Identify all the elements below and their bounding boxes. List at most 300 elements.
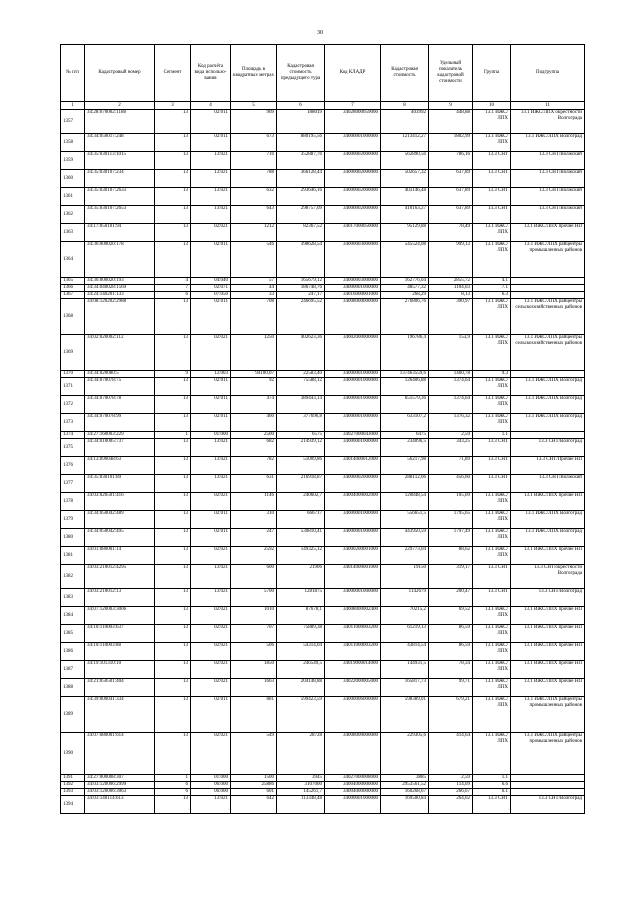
area-cell: 643 [231, 206, 277, 224]
specific-cost-cell: 264,02 [429, 796, 473, 814]
table-row [61, 299, 585, 335]
group-cell: 13.3 СНТ [473, 170, 511, 188]
row-number: 1384 [61, 607, 85, 625]
specific-cost-cell: 679,21 [429, 697, 473, 733]
calc-code-cell: 13:021 [191, 457, 231, 475]
table-row [61, 796, 585, 814]
cadastral-number: 34:27:160003:229 [85, 432, 155, 439]
segment-cell: 1 [155, 432, 191, 439]
cadastral-number: 34:35:030107:234 [85, 170, 155, 188]
prev-cost-cell: 666717 [277, 511, 325, 529]
row-number: 1359 [61, 152, 85, 170]
kladr-code-cell: 34000003000000 [325, 278, 381, 285]
area-cell: 2592 [231, 547, 277, 565]
cadastral-number: 34:36:000020:178 [85, 242, 155, 278]
cost-cell: 120848,54 [381, 493, 429, 511]
specific-cost-cell: 1374,64 [429, 396, 473, 414]
cost-cell: 144931,5 [381, 661, 429, 679]
table-row [61, 457, 585, 475]
table-row [61, 292, 585, 299]
table-header [61, 45, 585, 110]
specific-cost-cell: 2,59 [429, 775, 473, 782]
area-cell: 57 [231, 278, 277, 285]
prev-cost-cell: 402623,36 [277, 335, 325, 371]
row-number: 1382 [61, 565, 85, 589]
table-row [61, 278, 585, 285]
table-row [61, 529, 585, 547]
row-number: 1358 [61, 134, 85, 152]
specific-cost-cell: 200,47 [429, 589, 473, 607]
segment-cell: 9 [155, 371, 191, 378]
cadastral-number: 34:28:070002:1188 [85, 110, 155, 134]
header-cell: Подгруппа [511, 45, 585, 102]
prev-cost-cell: 113348,48 [277, 796, 325, 814]
row-number: 1365 [61, 278, 85, 285]
subgroup-cell: 13.1 ИЖС/ЛПХ прочие НП [511, 661, 585, 679]
subgroup-cell [511, 285, 585, 292]
kladr-code-cell: 34000001000000 [325, 439, 381, 457]
row-number: 1363 [61, 224, 85, 242]
table-row [61, 511, 585, 529]
row-number: 1381 [61, 547, 85, 565]
cadastral-number: 34:03:140114:613 [85, 796, 155, 814]
table-row [61, 733, 585, 775]
calc-code-cell: 06:000 [191, 782, 231, 789]
row-number: 1374 [61, 432, 85, 439]
row-number: 1376 [61, 457, 85, 475]
prev-cost-cell: 51009,86 [277, 457, 325, 475]
calc-code-cell: 02:021 [191, 224, 231, 242]
table-row [61, 439, 585, 457]
row-number: 1391 [61, 775, 85, 782]
table-row [61, 782, 585, 789]
area-cell: 474 [231, 396, 277, 414]
group-cell: 13.1 ИЖС/ЛПХ [473, 697, 511, 733]
kladr-code-cell: 34011000003200 [325, 643, 381, 661]
specific-cost-cell: 153,9 [429, 335, 473, 371]
header-cell: Кадастровый номер [85, 45, 155, 102]
cost-cell: 169500,84 [381, 796, 429, 814]
kladr-code-cell: 34000002000000 [325, 206, 381, 224]
cadastral-number: 34:39:000041:334 [85, 697, 155, 733]
cadastral-number: 34:02:020002:112 [85, 335, 155, 371]
specific-cost-cell: 637,89 [429, 206, 473, 224]
specific-cost-cell: 319,17 [429, 565, 473, 589]
calc-code-cell: 02:021 [191, 643, 231, 661]
column-number: 9 [429, 102, 473, 110]
subgroup-cell: 13.1 ИЖС/ЛПХ прочие НП [511, 679, 585, 697]
kladr-code-cell: 34000002000000 [325, 188, 381, 206]
area-cell: 460 [231, 414, 277, 432]
subgroup-cell: 13.1 ИЖС/ЛПХ райцентры промышленных районов [511, 733, 585, 775]
table-row [61, 285, 585, 292]
segment-cell: 13 [155, 547, 191, 565]
calc-code-cell: 02:011 [191, 529, 231, 547]
prev-cost-cell: 82367,52 [277, 224, 325, 242]
cost-cell: 61219,13 [381, 625, 429, 643]
table-row [61, 643, 585, 661]
segment-cell: 1 [155, 775, 191, 782]
row-number: 1367 [61, 292, 85, 299]
specific-cost-cell: 1374,64 [429, 378, 473, 396]
cost-cell: 162776,04 [381, 278, 429, 285]
cost-cell: 160268,67 [381, 789, 429, 796]
row-number: 1387 [61, 661, 85, 679]
table-row [61, 589, 585, 607]
table-row [61, 371, 585, 378]
specific-cost-cell: 78,49 [429, 224, 473, 242]
row-number: 1368 [61, 299, 85, 335]
row-number: 1378 [61, 493, 85, 511]
calc-code-cell: 02:011 [191, 396, 231, 414]
prev-cost-cell: 216918,87 [277, 475, 325, 493]
subgroup-cell: 13.3 СНТ/Волгоград [511, 796, 585, 814]
prev-cost-cell: 204148,88 [277, 679, 325, 697]
cadastral-number: 34:34:070078:75 [85, 378, 155, 396]
calc-code-cell: 02:011 [191, 414, 231, 432]
prev-cost-cell: 149325,12 [277, 547, 325, 565]
group-cell: 13.1 ИЖС/ЛПХ [473, 547, 511, 565]
calc-code-cell: 02:021 [191, 625, 231, 643]
calc-code-cell: 02:021 [191, 607, 231, 625]
table-row [61, 697, 585, 733]
subgroup-cell: 13.3 СНТ/Волжский [511, 188, 585, 206]
cadastral-number: 34:01:080001:14 [85, 547, 155, 565]
subgroup-cell: 13.3 СНТ/Волгоград [511, 589, 585, 607]
calc-code-cell: 13:021 [191, 565, 231, 589]
group-cell: 9.3 [473, 371, 511, 378]
cost-cell: 196786,4 [381, 335, 429, 371]
group-cell: 4.1 [473, 278, 511, 285]
calc-code-cell: 02:011 [191, 697, 231, 733]
subgroup-cell: 13.1 ИЖС/ЛПХ Волгоград [511, 396, 585, 414]
subgroup-cell: 13.1 ИЖС/ЛПХ окрестности Волгограда [511, 110, 585, 134]
column-number: 6 [277, 102, 325, 110]
specific-cost-cell: 1795,65 [429, 511, 473, 529]
kladr-code-cell: 34014000012000 [325, 457, 381, 475]
calc-code-cell: 02:011 [191, 134, 231, 152]
group-cell: 13.1 ИЖС/ЛПХ [473, 134, 511, 152]
specific-cost-cell: 343,25 [429, 439, 473, 457]
group-cell: 13.3 СНТ [473, 152, 511, 170]
kladr-code-cell: 34016000001000 [325, 292, 381, 299]
table-row [61, 188, 585, 206]
group-cell: 13.1 ИЖС/ЛПХ [473, 335, 511, 371]
specific-cost-cell: 1104,03 [429, 285, 473, 292]
subgroup-cell: 13.1 ИЖС/ЛПХ прочие НП [511, 493, 585, 511]
subgroup-cell: 13.3 СНТ/Прочие НП [511, 457, 585, 475]
calc-code-cell: 02:011 [191, 511, 231, 529]
group-cell: 13.3 СНТ [473, 589, 511, 607]
row-number: 1375 [61, 439, 85, 457]
subgroup-cell: 13.1 ИЖС/ЛПХ прочие НП [511, 643, 585, 661]
segment-cell: 6 [155, 292, 191, 299]
calc-code-cell: 01:000 [191, 432, 231, 439]
table-row [61, 775, 585, 782]
kladr-code-cell: 34004000000000 [325, 789, 381, 796]
table-row [61, 475, 585, 493]
subgroup-cell: 13.3 СНТ/Волжский [511, 170, 585, 188]
header-cell: Удельный показатель кадастровой стоимости [429, 45, 473, 102]
kladr-code-cell: 34011000003200 [325, 625, 381, 643]
prev-cost-cell: 880195,56 [277, 134, 325, 152]
area-cell: 1146 [231, 493, 277, 511]
calc-code-cell: 02:011 [191, 299, 231, 335]
group-cell: 6.3 [473, 292, 511, 299]
group-cell: 13.1 ИЖС/ЛПХ [473, 224, 511, 242]
specific-cost-cell: 390,97 [429, 299, 473, 335]
calc-code-cell: 02:071 [191, 285, 231, 292]
area-cell: 788 [231, 170, 277, 188]
prev-cost-cell: 1281875 [277, 589, 325, 607]
prev-cost-cell: 28728 [277, 733, 325, 775]
header-cell: Код расчёта вида использо-вания [191, 45, 231, 102]
kladr-code-cell: 34000003000000 [325, 242, 381, 278]
calc-code-cell: 02:021 [191, 493, 231, 511]
segment-cell: 13 [155, 529, 191, 547]
table-row [61, 378, 585, 396]
area-cell: 2500 [231, 432, 277, 439]
subgroup-cell [511, 278, 585, 285]
group-cell: 6.6 [473, 782, 511, 789]
segment-cell: 13 [155, 378, 191, 396]
prev-cost-cell: 214939,12 [277, 439, 325, 457]
prev-cost-cell: 246549,5 [277, 661, 325, 679]
row-number: 1393 [61, 789, 85, 796]
group-cell: 13.1 ИЖС/ЛПХ [473, 110, 511, 134]
group-cell: 13.1 ИЖС/ЛПХ [473, 607, 511, 625]
kladr-code-cell: 34000001000000 [325, 414, 381, 432]
group-cell: 13.1 ИЖС/ЛПХ [473, 625, 511, 643]
group-cell: 13.1 ИЖС/ЛПХ [473, 661, 511, 679]
kladr-code-cell: 34008000000000 [325, 299, 381, 335]
calc-code-cell: 13:021 [191, 152, 231, 170]
prev-cost-cell: 22583,40 [277, 371, 325, 378]
subgroup-cell: 13.1 ИЖС/ЛПХ райцентры сельскохозяйственных районов [511, 335, 585, 371]
subgroup-cell [511, 432, 585, 439]
group-cell: 13.3 СНТ [473, 188, 511, 206]
area-cell: 881 [231, 697, 277, 733]
segment-cell: 6 [155, 782, 191, 789]
specific-cost-cell: 88,62 [429, 547, 473, 565]
specific-cost-cell: 1376,32 [429, 414, 473, 432]
cadastral-number: 34:19:101310:10 [85, 661, 155, 679]
prev-cost-cell: 530810,41 [277, 529, 325, 547]
subgroup-cell: 13.1 ИЖС/ЛПХ Волгоград [511, 529, 585, 547]
prev-cost-cell: 366128,44 [277, 170, 325, 188]
row-number: 1361 [61, 188, 85, 206]
row-number: 1370 [61, 371, 85, 378]
calc-code-cell: 02:021 [191, 733, 231, 775]
kladr-code-cell: 34014000001000 [325, 565, 381, 589]
specific-cost-cell: 86,59 [429, 643, 473, 661]
calc-code-cell: 02:021 [191, 661, 231, 679]
prev-cost-cell: 3945 [277, 775, 325, 782]
kladr-code-cell: 34027000008000 [325, 775, 381, 782]
cost-cell: 229773,04 [381, 547, 429, 565]
cadastral-number: 34:34:020080:5 [85, 371, 155, 378]
cadastral-number: 34:34:070078:99 [85, 414, 155, 432]
segment-cell: 13 [155, 493, 191, 511]
specific-cost-cell: 78,34 [429, 661, 473, 679]
area-cell: 682 [231, 439, 277, 457]
area-cell: 601 [231, 789, 277, 796]
cost-cell: 502657,32 [381, 170, 429, 188]
kladr-code-cell: 34000001000000 [325, 511, 381, 529]
calc-code-cell: 13:021 [191, 475, 231, 493]
segment-cell: 13 [155, 396, 191, 414]
kladr-code-cell: 34000002000000 [325, 152, 381, 170]
area-cell: 909 [231, 110, 277, 134]
cadastral-number: 34:03:020501:416 [85, 493, 155, 511]
calc-code-cell: 13:021 [191, 170, 231, 188]
area-cell: 1500 [231, 775, 277, 782]
cost-cell: 43814,54 [381, 643, 429, 661]
cost-cell: 633107,2 [381, 414, 429, 432]
segment-cell: 13 [155, 335, 191, 371]
header-cell: № п/п [61, 45, 85, 102]
prev-cost-cell: 75889,38 [277, 625, 325, 643]
cost-cell: 56217,98 [381, 457, 429, 475]
kladr-code-cell: 34000001000000 [325, 134, 381, 152]
kladr-code-cell: 34002000000000 [325, 335, 381, 371]
area-cell: 708 [231, 299, 277, 335]
area-cell: 506 [231, 643, 277, 661]
cadastral-number: 34:35:030107:2633 [85, 188, 155, 206]
row-number: 1390 [61, 733, 85, 775]
cadastral-number: 34:10:110003:88 [85, 643, 155, 661]
area-cell: 1212 [231, 224, 277, 242]
kladr-code-cell: 34017000050000 [325, 224, 381, 242]
cadastral-number: 34:13:090048:63 [85, 457, 155, 475]
group-cell: 13.3 СНТ [473, 457, 511, 475]
group-cell: 13.3 СНТ [473, 796, 511, 814]
specific-cost-cell: 114,09 [429, 782, 473, 789]
specific-cost-cell: 786,16 [429, 152, 473, 170]
cost-cell: 288112,66 [381, 475, 429, 493]
column-number: 2 [85, 102, 155, 110]
segment-cell: 13 [155, 733, 191, 775]
area-cell: 549 [231, 733, 277, 775]
kladr-code-cell: 34000002000000 [325, 475, 381, 493]
table-row [61, 224, 585, 242]
subgroup-cell [511, 789, 585, 796]
group-cell: 13.1 ИЖС/ЛПХ [473, 414, 511, 432]
table-row [61, 242, 585, 278]
cost-cell: 1142679 [381, 589, 429, 607]
cadastral-number: 34:07:120003:3006 [85, 607, 155, 625]
calc-code-cell: 13:021 [191, 589, 231, 607]
cadastral-number: 34:36:000020:193 [85, 278, 155, 285]
calc-code-cell: 02:011 [191, 242, 231, 278]
row-number: 1389 [61, 697, 85, 733]
segment-cell: 13 [155, 224, 191, 242]
area-cell: 92 [231, 378, 277, 396]
prev-cost-cell: 3107000 [277, 782, 325, 789]
subgroup-cell [511, 775, 585, 782]
segment-cell: 13 [155, 589, 191, 607]
calc-code-cell: 13:021 [191, 206, 231, 224]
table-row [61, 206, 585, 224]
specific-cost-cell: 266,67 [429, 789, 473, 796]
specific-cost-cell: 637,89 [429, 188, 473, 206]
column-number: 11 [511, 102, 585, 110]
table-row [61, 432, 585, 439]
subgroup-cell: 13.1 ИЖС/ЛПХ прочие НП [511, 625, 585, 643]
subgroup-cell [511, 782, 585, 789]
row-number: 1383 [61, 589, 85, 607]
prev-cost-cell: 246695,52 [277, 299, 325, 335]
segment-cell: 13 [155, 796, 191, 814]
group-cell: 13.1 ИЖС/ЛПХ [473, 378, 511, 396]
calc-code-cell: 12:003 [191, 371, 231, 378]
group-cell: 13.1 ИЖС/ЛПХ [473, 493, 511, 511]
segment-cell: 13 [155, 625, 191, 643]
specific-cost-cell: 71,89 [429, 457, 473, 475]
prev-cost-cell: 599423,59 [277, 697, 325, 733]
cadastral-number: 34:21:050501:404 [85, 679, 155, 697]
kladr-code-cell: 34000200001000 [325, 547, 381, 565]
segment-cell: 13 [155, 170, 191, 188]
row-number: 1379 [61, 511, 85, 529]
area-cell: 247 [231, 529, 277, 547]
cadastral-number: 34:07:080001:614 [85, 733, 155, 775]
prev-cost-cell: 377696,8 [277, 414, 325, 432]
specific-cost-cell: 105,09 [429, 493, 473, 511]
row-number: 1388 [61, 679, 85, 697]
prev-cost-cell: 398628,54 [277, 242, 325, 278]
prev-cost-cell: 75588,12 [277, 378, 325, 396]
kladr-code-cell: 34000006000000 [325, 697, 381, 733]
prev-cost-cell: 240602,7 [277, 493, 325, 511]
column-number: 10 [473, 102, 511, 110]
prev-cost-cell: 186748,76 [277, 285, 325, 292]
cost-cell: 268,29 [381, 292, 429, 299]
calc-code-cell: 02:021 [191, 335, 231, 371]
area-cell: 782 [231, 457, 277, 475]
cost-cell: 126406,88 [381, 378, 429, 396]
row-number: 1369 [61, 335, 85, 371]
subgroup-cell: 13.1 ИЖС/ЛПХ Волгоград [511, 378, 585, 396]
subgroup-cell: 13.1 ИЖС/ЛПХ прочие НП [511, 607, 585, 625]
specific-cost-cell: 1460,78 [429, 371, 473, 378]
row-number: 1357 [61, 110, 85, 134]
calc-code-cell: 02:021 [191, 679, 231, 697]
specific-cost-cell: 99,71 [429, 679, 473, 697]
cost-cell: 48577,32 [381, 285, 429, 292]
specific-cost-cell: 8,13 [429, 292, 473, 299]
kladr-code-cell: 34004000002000 [325, 493, 381, 511]
row-number: 1380 [61, 529, 85, 547]
column-number: 5 [231, 102, 277, 110]
table-row [61, 547, 585, 565]
area-cell: 94100,07 [231, 371, 277, 378]
area-cell: 716 [231, 152, 277, 170]
area-cell: 642 [231, 796, 277, 814]
group-cell: 13.1 ИЖС/ЛПХ [473, 242, 511, 278]
row-number: 1360 [61, 170, 85, 188]
kladr-code-cell: 34000001000000 [325, 796, 381, 814]
cost-cell: 562890,56 [381, 152, 429, 170]
area-cell: 1850 [231, 661, 277, 679]
specific-cost-cell: 414,64 [429, 733, 473, 775]
table-body [61, 110, 585, 814]
cadastral-number: 34:03:120006:2999 [85, 782, 155, 789]
cadastral-number: 34:34:050042:495 [85, 529, 155, 547]
subgroup-cell: 13.3 СНТ/Волжский [511, 152, 585, 170]
segment-cell: 13 [155, 110, 191, 134]
cadastral-number: 34:03:210012:13 [85, 589, 155, 607]
